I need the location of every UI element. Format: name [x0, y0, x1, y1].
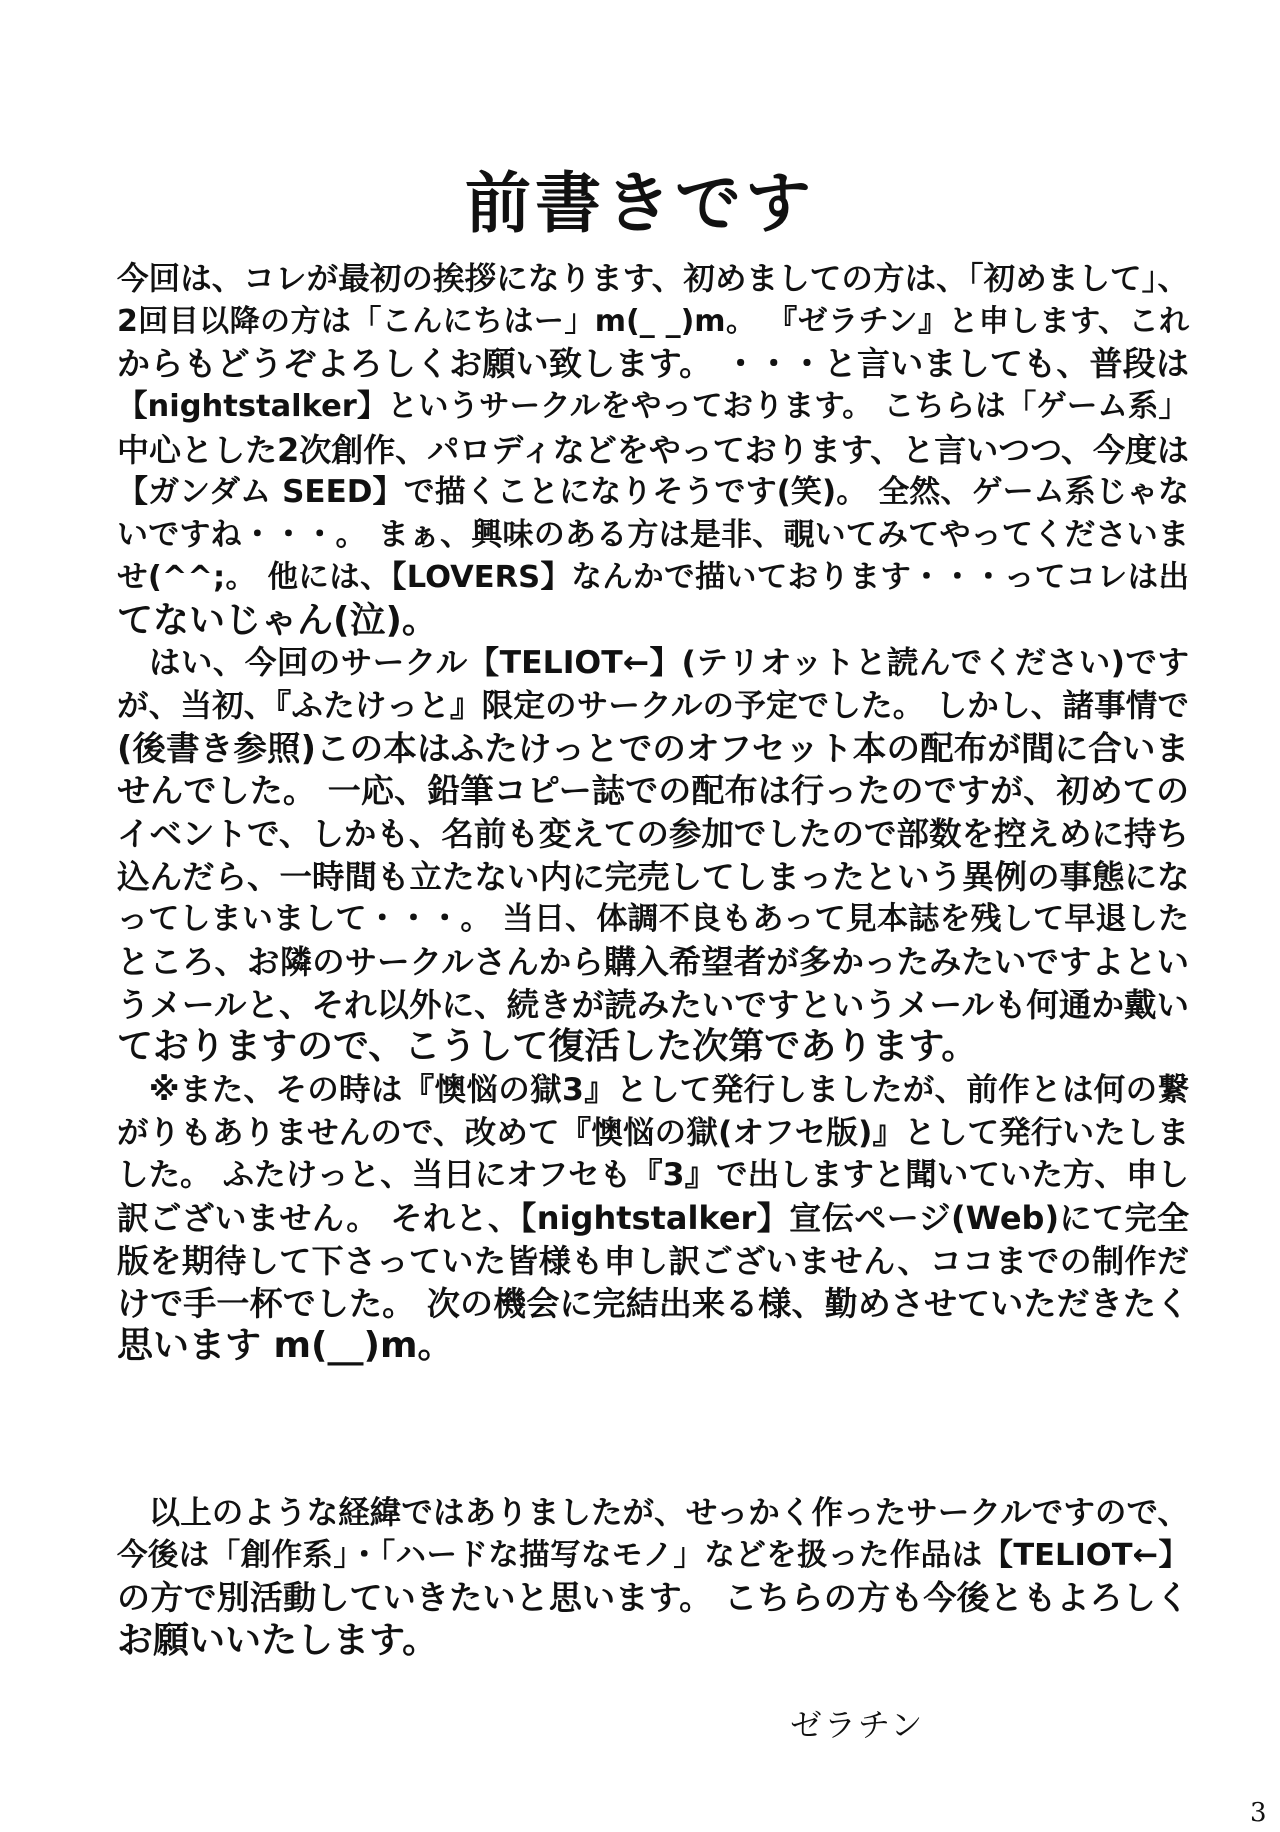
text-line: ところ、お隣のサークルさんから購入希望者が多かったみたいですよとい	[117, 943, 1189, 981]
page-title: 前書きです	[465, 165, 815, 242]
paragraph-main	[117, 258, 1189, 1368]
text-line: が、当初、『ふたけっと』限定のサークルの予定でした。 しかし、諸事情で	[117, 687, 1189, 724]
text-line: はい、今回のサークル【TELIOT←】(テリオットと読んでください)です	[117, 645, 1189, 682]
text-line: イベントで、しかも、名前も変えての参加でしたので部数を控えめに持ち	[117, 814, 1189, 853]
text-line: ※また、その時は『懊悩の獄3』として発行しましたが、前作とは何の繋	[117, 1072, 1189, 1109]
text-line: 【nightstalker】というサークルをやっております。 こちらは「ゲーム系」	[117, 389, 1189, 425]
text-line: いですね・・・。 まぁ、興味のある方は是非、覗いてみてやってくださいま	[117, 517, 1189, 554]
text-line: 中心とした2次創作、パロディなどをやっております、と言いつつ、今度は	[117, 430, 1189, 469]
text-line: てないじゃん(泣)。	[117, 599, 438, 641]
text-line: 【ガンダム SEED】で描くことになりそうです(笑)。 全然、ゲーム系じゃな	[117, 474, 1189, 511]
text-line: 今回は、コレが最初の挨拶になります、初めましての方は、「初めまして」、	[117, 261, 1189, 297]
text-line: ってしまいまして・・・。 当日、体調不良もあって見本誌を残して早退した	[117, 901, 1189, 938]
text-line: 今後は「創作系」・「ハードな描写なモノ」などを扱った作品は【TELIOT←】	[117, 1537, 1189, 1573]
text-line: 思います m(__)m。	[117, 1325, 454, 1367]
text-line: がりもありませんので、改めて『懊悩の獄(オフセ版)』として発行いたしま	[117, 1114, 1189, 1151]
text-line: 2回目以降の方は「こんにちはー」m(_ _)m。 『ゼラチン』と申します、これ	[117, 303, 1189, 339]
text-line: せんでした。 一応、鉛筆コピー誌での配布は行ったのですが、初めての	[117, 771, 1189, 811]
text-line: の方で別活動していきたいと思います。 こちらの方も今後ともよろしく	[117, 1578, 1189, 1618]
text-line: せ(^^;。 他には、【LOVERS】なんかで描いております・・・ってコレは出	[117, 559, 1189, 595]
text-line: (後書き参照)この本はふたけっとでのオフセット本の配布が間に合いま	[117, 728, 1189, 768]
page-number: 3	[1250, 1798, 1267, 1828]
text-line: した。 ふたけっと、当日にオフセも『3』で出しますと聞いていた方、申し	[117, 1157, 1189, 1194]
text-line: ておりますので、こうして復活した次第であります。	[117, 1026, 978, 1068]
paragraph-closing	[117, 1492, 1189, 1663]
text-line: からもどうぞよろしくお願い致します。 ・・・と言いましても、普段は	[117, 344, 1189, 384]
text-line: けで手一杯でした。 次の機会に完結出来る様、勤めさせていただきたく	[117, 1283, 1189, 1323]
text-line: 版を期待して下さっていた皆様も申し訳ございません、ココまでの制作だ	[117, 1241, 1189, 1280]
text-line: お願いいたします。	[117, 1620, 439, 1662]
text-line: うメールと、それ以外に、続きが読みたいですというメールも何通か戴い	[117, 985, 1189, 1024]
text-line: 込んだら、一時間も立たない内に完売してしまったという異例の事態にな	[117, 857, 1190, 896]
signature: ゼラチン	[790, 1706, 925, 1744]
text-line: 以上のような経緯ではありましたが、せっかく作ったサークルですので、	[117, 1495, 1189, 1531]
text-line: 訳ございません。 それと、【nightstalker】宣伝ページ(Web)にて完全	[117, 1199, 1189, 1238]
